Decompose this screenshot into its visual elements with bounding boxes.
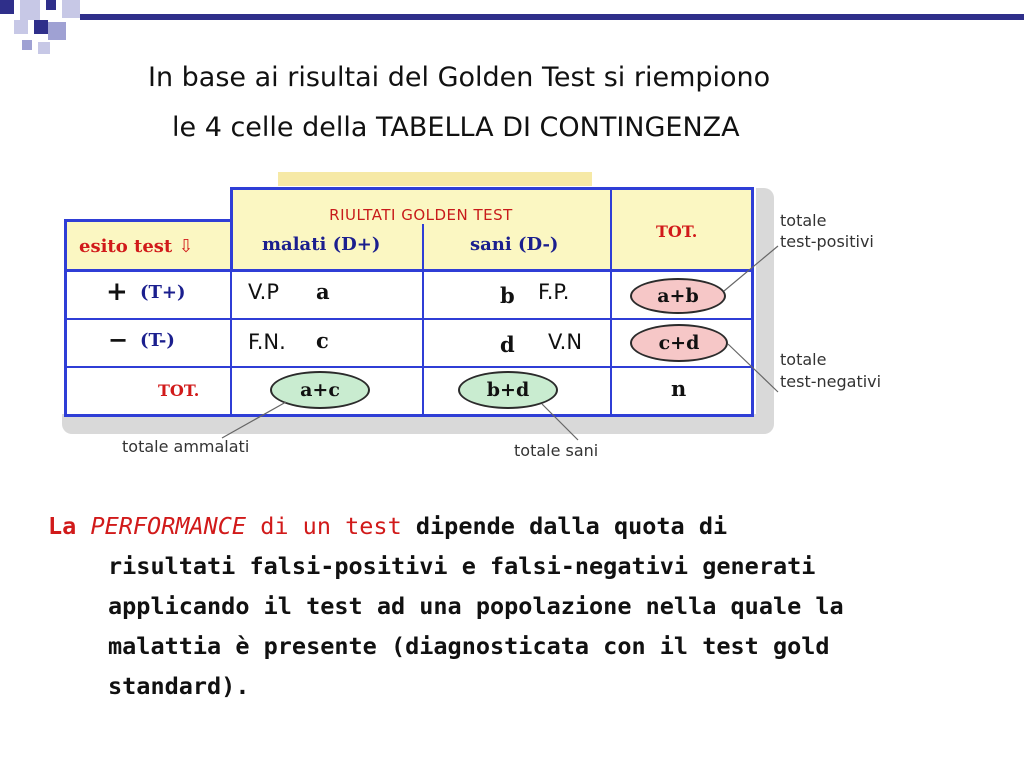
paragraph-line-2: risultati falsi-positivi e falsi-negativi generati: [108, 552, 816, 580]
header-malati: malati (D+): [262, 234, 381, 255]
row-tot-label: TOT.: [158, 381, 200, 400]
header-tot: TOT.: [656, 222, 698, 241]
golden-test-label: RIULTATI GOLDEN TEST: [329, 206, 513, 224]
performance-paragraph: [48, 506, 978, 706]
row-plus-sign: +: [106, 277, 128, 307]
note-total-sick: totale ammalati: [122, 437, 250, 456]
sum-ab-oval: a+b: [630, 278, 726, 314]
row-minus-sign: −: [108, 325, 129, 354]
paragraph-line-4: malattia è presente (diagnosticata con il test gold: [108, 632, 830, 660]
sum-ac-oval: a+c: [270, 371, 370, 409]
note-total-negative-1: totale: [780, 350, 827, 369]
paragraph-line-3: applicando il test ad una popolazione nella quale la: [108, 592, 844, 620]
sum-bd-oval: b+d: [458, 371, 558, 409]
row-minus-code: (T-): [140, 330, 175, 351]
cell-d: d: [500, 332, 515, 357]
cell-c: c: [316, 328, 329, 353]
note-total-healthy: totale sani: [514, 441, 599, 460]
note-total-positive-2: test-positivi: [780, 232, 874, 251]
cell-b: b: [500, 283, 515, 308]
cell-fn-label: F.N.: [248, 330, 286, 354]
note-total-positive-1: totale: [780, 211, 827, 230]
cell-fp-label: F.P.: [538, 280, 570, 304]
sum-cd-oval: c+d: [630, 324, 728, 362]
cell-a: a: [316, 279, 330, 304]
cell-vn-label: V.N: [548, 330, 583, 354]
cell-vp-label: V.P: [248, 280, 279, 304]
row-plus-code: (T+): [140, 282, 186, 303]
paragraph-line-5: standard).: [108, 672, 250, 700]
heading-line-2: le 4 celle della TABELLA DI CONTINGENZA: [172, 112, 740, 143]
heading-line-1: In base ai risultai del Golden Test si riempiono: [148, 62, 771, 93]
performance-keyword: PERFORMANCE: [90, 512, 247, 540]
paragraph-line-1: La PERFORMANCE di un test dipende dalla quota di: [48, 512, 728, 540]
total-n: n: [671, 376, 687, 401]
note-total-negative-2: test-negativi: [780, 372, 882, 391]
header-sani: sani (D-): [470, 234, 559, 255]
header-esito-test: esito test ⇩: [64, 219, 232, 271]
